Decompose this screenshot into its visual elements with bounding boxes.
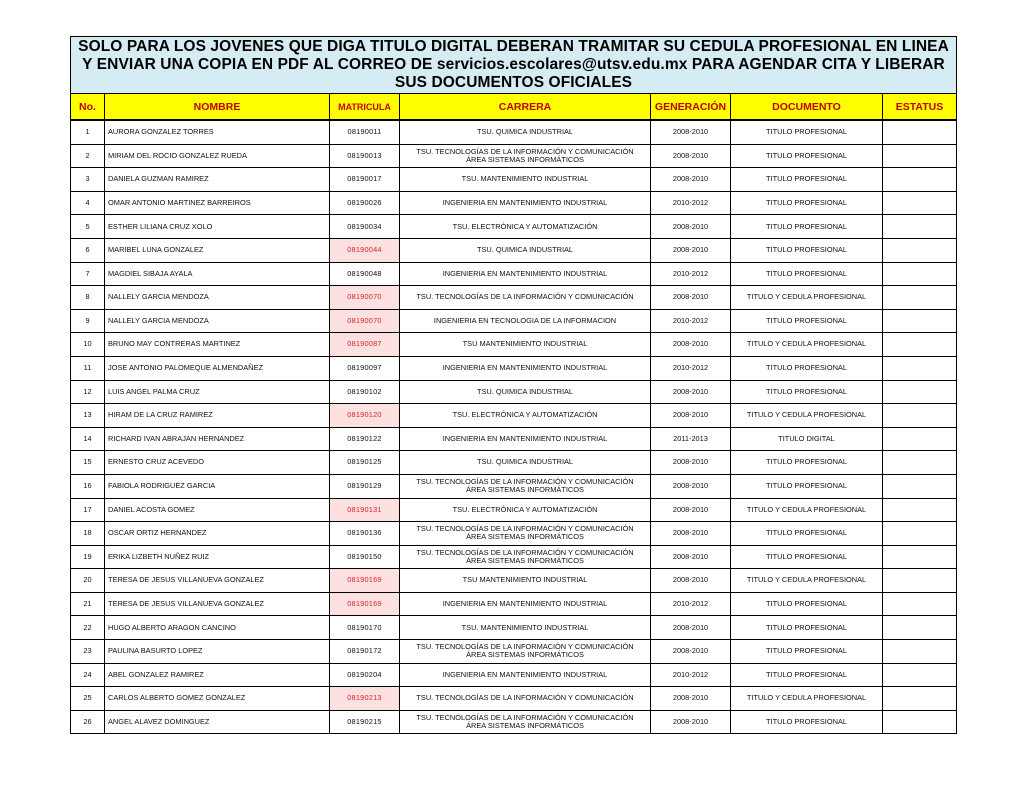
cell-matricula[interactable]: 08190011 [330,120,400,144]
cell-generacion[interactable]: 2008-2010 [651,451,731,475]
cell-matricula[interactable]: 08190013 [330,144,400,168]
cell-carrera[interactable]: INGENIERIA EN TECNOLOGIA DE LA INFORMACION [400,309,651,333]
cell-estatus[interactable] [883,569,957,593]
table-row [71,262,957,286]
header-carrera: CARRERA [400,94,651,121]
cell-generacion[interactable]: 2011-2013 [651,427,731,451]
cell-nombre[interactable]: ERIKA LIZBETH NUÑEZ RUIZ [105,545,330,569]
cell-nombre[interactable]: ANGEL ALAVEZ DOMINGUEZ [105,710,330,734]
cell-generacion[interactable]: 2008-2010 [651,569,731,593]
table-row [71,333,957,357]
cell-documento[interactable]: TITULO PROFESIONAL [731,710,883,734]
cell-generacion[interactable]: 2008-2010 [651,404,731,428]
cell-nombre[interactable]: BRUNO MAY CONTRERAS MARTINEZ [105,333,330,357]
table-row [71,569,957,593]
banner-row [71,37,957,94]
cell-carrera[interactable]: TSU. TECNOLOGÍAS DE LA INFORMACIÓN Y COMUNICACIÓN ÁREA SISTEMAS INFORMÁTICOS [400,545,651,569]
cell-matricula[interactable]: 08190125 [330,451,400,475]
cell-documento[interactable]: TITULO PROFESIONAL [731,144,883,168]
header-matricula: MATRICULA [330,94,400,121]
cell-matricula[interactable]: 08190048 [330,262,400,286]
cell-no[interactable]: 7 [71,262,105,286]
table-row [71,309,957,333]
cell-documento[interactable]: TITULO PROFESIONAL [731,474,883,498]
cell-matricula[interactable]: 08190136 [330,522,400,546]
cell-generacion[interactable]: 2010-2012 [651,191,731,215]
cell-matricula[interactable]: 08190129 [330,474,400,498]
cell-documento[interactable]: TITULO PROFESIONAL [731,262,883,286]
cell-matricula[interactable]: 08190169 [330,569,400,593]
table-row [71,380,957,404]
cell-generacion[interactable]: 2008-2010 [651,168,731,192]
cell-no[interactable]: 19 [71,545,105,569]
cell-carrera[interactable]: TSU. ELECTRÓNICA Y AUTOMATIZACIÓN [400,498,651,522]
cell-no[interactable]: 6 [71,238,105,262]
cell-estatus[interactable] [883,333,957,357]
cell-generacion[interactable]: 2008-2010 [651,640,731,664]
cell-estatus[interactable] [883,120,957,144]
cell-estatus[interactable] [883,616,957,640]
table-row [71,120,957,144]
cell-matricula[interactable]: 08190215 [330,710,400,734]
cell-estatus[interactable] [883,710,957,734]
cell-no[interactable]: 24 [71,663,105,687]
cell-matricula[interactable]: 08190204 [330,663,400,687]
cell-generacion[interactable]: 2008-2010 [651,144,731,168]
cell-no[interactable]: 14 [71,427,105,451]
cell-nombre[interactable]: RICHARD IVAN ABRAJAN HERNANDEZ [105,427,330,451]
cell-documento[interactable]: TITULO PROFESIONAL [731,592,883,616]
table-row [71,474,957,498]
table-row [71,144,957,168]
cell-generacion[interactable]: 2010-2012 [651,309,731,333]
cell-carrera[interactable]: TSU. TECNOLOGÍAS DE LA INFORMACIÓN Y COMUNICACIÓN ÁREA SISTEMAS INFORMÁTICOS [400,522,651,546]
notice-banner: SOLO PARA LOS JOVENES QUE DIGA TITULO DIGITAL DEBERAN TRAMITAR SU CEDULA PROFESIONAL EN LINEA Y ENVIAR UNA COPIA EN PDF AL CORREO DE servicios.escolares@utsv.edu.mx PARA AGENDAR CITA Y LIBERAR SUS DOCUMENTOS OFICIALES [71,37,957,94]
cell-no[interactable]: 18 [71,522,105,546]
cell-no[interactable]: 23 [71,640,105,664]
table-row [71,404,957,428]
cell-nombre[interactable]: MIRIAM DEL ROCIO GONZALEZ RUEDA [105,144,330,168]
cell-carrera[interactable]: TSU. QUIMICA INDUSTRIAL [400,451,651,475]
table-body [71,120,957,734]
cell-carrera[interactable]: TSU. ELECTRÓNICA Y AUTOMATIZACIÓN [400,404,651,428]
cell-no[interactable]: 25 [71,687,105,711]
cell-matricula[interactable]: 08190169 [330,592,400,616]
table-row [71,592,957,616]
table-row [71,215,957,239]
cell-carrera[interactable]: TSU. QUIMICA INDUSTRIAL [400,380,651,404]
cell-estatus[interactable] [883,663,957,687]
cell-no[interactable]: 22 [71,616,105,640]
cell-nombre[interactable]: ERNESTO CRUZ ACEVEDO [105,451,330,475]
cell-carrera[interactable]: INGENIERIA EN MANTENIMIENTO INDUSTRIAL [400,592,651,616]
cell-nombre[interactable]: OSCAR ORTIZ HERNANDEZ [105,522,330,546]
cell-no[interactable]: 9 [71,309,105,333]
cell-generacion[interactable]: 2008-2010 [651,710,731,734]
cell-matricula[interactable]: 08190087 [330,333,400,357]
cell-matricula[interactable]: 08190150 [330,545,400,569]
cell-carrera[interactable]: TSU. TECNOLOGÍAS DE LA INFORMACIÓN Y COMUNICACIÓN [400,286,651,310]
table-row [71,427,957,451]
cell-carrera[interactable]: TSU. MANTENIMIENTO INDUSTRIAL [400,168,651,192]
cell-estatus[interactable] [883,640,957,664]
cell-nombre[interactable]: FABIOLA RODRIGUEZ GARCIA [105,474,330,498]
cell-documento[interactable]: TITULO Y CEDULA PROFESIONAL [731,687,883,711]
cell-matricula[interactable]: 08190070 [330,286,400,310]
cell-generacion[interactable]: 2008-2010 [651,616,731,640]
cell-carrera[interactable]: INGENIERIA EN MANTENIMIENTO INDUSTRIAL [400,663,651,687]
cell-no[interactable]: 15 [71,451,105,475]
cell-estatus[interactable] [883,545,957,569]
cell-estatus[interactable] [883,309,957,333]
cell-carrera[interactable]: TSU. TECNOLOGÍAS DE LA INFORMACIÓN Y COMUNICACIÓN ÁREA SISTEMAS INFORMÁTICOS [400,640,651,664]
cell-nombre[interactable]: MAGDIEL SIBAJA AYALA [105,262,330,286]
cell-generacion[interactable]: 2008-2010 [651,286,731,310]
cell-estatus[interactable] [883,522,957,546]
cell-nombre[interactable]: LUIS ANGEL PALMA CRUZ [105,380,330,404]
cell-documento[interactable]: TITULO PROFESIONAL [731,309,883,333]
table-row [71,191,957,215]
cell-documento[interactable]: TITULO Y CEDULA PROFESIONAL [731,286,883,310]
cell-documento[interactable]: TITULO PROFESIONAL [731,451,883,475]
cell-estatus[interactable] [883,474,957,498]
cell-nombre[interactable]: OMAR ANTONIO MARTINEZ BARREIROS [105,191,330,215]
cell-generacion[interactable]: 2008-2010 [651,120,731,144]
cell-no[interactable]: 26 [71,710,105,734]
cell-nombre[interactable]: ESTHER LILIANA CRUZ XOLO [105,215,330,239]
cell-nombre[interactable]: DANIEL ACOSTA GOMEZ [105,498,330,522]
cell-carrera[interactable]: TSU. QUIMICA INDUSTRIAL [400,238,651,262]
cell-no[interactable]: 1 [71,120,105,144]
cell-nombre[interactable]: PAULINA BASURTO LOPEZ [105,640,330,664]
cell-matricula[interactable]: 08190097 [330,356,400,380]
cell-documento[interactable]: TITULO PROFESIONAL [731,522,883,546]
cell-no[interactable]: 17 [71,498,105,522]
cell-generacion[interactable]: 2010-2012 [651,356,731,380]
cell-nombre[interactable]: ABEL GONZALEZ RAMIREZ [105,663,330,687]
cell-carrera[interactable]: TSU MANTENIMIENTO INDUSTRIAL [400,333,651,357]
cell-documento[interactable]: TITULO Y CEDULA PROFESIONAL [731,569,883,593]
cell-matricula[interactable]: 08190017 [330,168,400,192]
cell-estatus[interactable] [883,592,957,616]
students-table [70,36,957,734]
spreadsheet [70,36,956,734]
table-row [71,286,957,310]
cell-matricula[interactable]: 08190131 [330,498,400,522]
table-row [71,238,957,262]
cell-carrera[interactable]: TSU. MANTENIMIENTO INDUSTRIAL [400,616,651,640]
cell-no[interactable]: 3 [71,168,105,192]
cell-documento[interactable]: TITULO PROFESIONAL [731,168,883,192]
cell-carrera[interactable]: INGENIERIA EN MANTENIMIENTO INDUSTRIAL [400,262,651,286]
cell-carrera[interactable]: INGENIERIA EN MANTENIMIENTO INDUSTRIAL [400,356,651,380]
cell-generacion[interactable]: 2008-2010 [651,238,731,262]
cell-estatus[interactable] [883,215,957,239]
cell-generacion[interactable]: 2010-2012 [651,663,731,687]
cell-estatus[interactable] [883,687,957,711]
cell-nombre[interactable]: JOSE ANTONIO PALOMEQUE ALMENDAÑEZ [105,356,330,380]
cell-documento[interactable]: TITULO PROFESIONAL [731,380,883,404]
cell-estatus[interactable] [883,262,957,286]
header-row [71,94,957,121]
cell-estatus[interactable] [883,427,957,451]
cell-no[interactable]: 5 [71,215,105,239]
cell-generacion[interactable]: 2008-2010 [651,498,731,522]
cell-estatus[interactable] [883,168,957,192]
cell-no[interactable]: 13 [71,404,105,428]
cell-documento[interactable]: TITULO Y CEDULA PROFESIONAL [731,498,883,522]
cell-documento[interactable]: TITULO PROFESIONAL [731,215,883,239]
cell-generacion[interactable]: 2010-2012 [651,262,731,286]
cell-nombre[interactable]: MARIBEL LUNA GONZALEZ [105,238,330,262]
cell-carrera[interactable]: TSU. ELECTRÓNICA Y AUTOMATIZACIÓN [400,215,651,239]
cell-generacion[interactable]: 2008-2010 [651,215,731,239]
cell-no[interactable]: 16 [71,474,105,498]
cell-estatus[interactable] [883,451,957,475]
cell-documento[interactable]: TITULO PROFESIONAL [731,640,883,664]
cell-estatus[interactable] [883,498,957,522]
cell-generacion[interactable]: 2008-2010 [651,545,731,569]
cell-matricula[interactable]: 08190044 [330,238,400,262]
cell-nombre[interactable]: TERESA DE JESUS VILLANUEVA GONZALEZ [105,569,330,593]
cell-carrera[interactable]: INGENIERIA EN MANTENIMIENTO INDUSTRIAL [400,191,651,215]
cell-generacion[interactable]: 2008-2010 [651,380,731,404]
cell-documento[interactable]: TITULO PROFESIONAL [731,616,883,640]
table-row [71,356,957,380]
cell-documento[interactable]: TITULO PROFESIONAL [731,191,883,215]
cell-matricula[interactable]: 08190170 [330,616,400,640]
cell-matricula[interactable]: 08190102 [330,380,400,404]
cell-nombre[interactable]: HIRAM DE LA CRUZ RAMIREZ [105,404,330,428]
cell-nombre[interactable]: CARLOS ALBERTO GOMEZ GONZALEZ [105,687,330,711]
cell-no[interactable]: 10 [71,333,105,357]
cell-generacion[interactable]: 2008-2010 [651,333,731,357]
table-row [71,710,957,734]
cell-no[interactable]: 12 [71,380,105,404]
cell-matricula[interactable]: 08190070 [330,309,400,333]
cell-estatus[interactable] [883,238,957,262]
cell-matricula[interactable]: 08190026 [330,191,400,215]
cell-documento[interactable]: TITULO Y CEDULA PROFESIONAL [731,404,883,428]
cell-nombre[interactable]: NALLELY GARCIA MENDOZA [105,309,330,333]
cell-documento[interactable]: TITULO PROFESIONAL [731,120,883,144]
cell-no[interactable]: 2 [71,144,105,168]
cell-generacion[interactable]: 2010-2012 [651,592,731,616]
table-row [71,687,957,711]
cell-estatus[interactable] [883,404,957,428]
cell-no[interactable]: 20 [71,569,105,593]
cell-carrera[interactable]: TSU. TECNOLOGÍAS DE LA INFORMACIÓN Y COMUNICACIÓN [400,687,651,711]
cell-nombre[interactable]: AURORA GONZALEZ TORRES [105,120,330,144]
cell-documento[interactable]: TITULO Y CEDULA PROFESIONAL [731,333,883,357]
cell-generacion[interactable]: 2008-2010 [651,474,731,498]
header-no: No. [71,94,105,121]
cell-no[interactable]: 8 [71,286,105,310]
table-row [71,663,957,687]
cell-generacion[interactable]: 2008-2010 [651,522,731,546]
cell-no[interactable]: 21 [71,592,105,616]
table-row [71,616,957,640]
cell-carrera[interactable]: TSU. TECNOLOGÍAS DE LA INFORMACIÓN Y COMUNICACIÓN ÁREA SISTEMAS INFORMÁTICOS [400,710,651,734]
cell-nombre[interactable]: HUGO ALBERTO ARAGON CANCINO [105,616,330,640]
header-estatus: ESTATUS [883,94,957,121]
table-row [71,498,957,522]
cell-no[interactable]: 11 [71,356,105,380]
cell-estatus[interactable] [883,286,957,310]
cell-estatus[interactable] [883,380,957,404]
cell-carrera[interactable]: TSU. TECNOLOGÍAS DE LA INFORMACIÓN Y COMUNICACIÓN ÁREA SISTEMAS INFORMÁTICOS [400,144,651,168]
cell-nombre[interactable]: NALLELY GARCIA MENDOZA [105,286,330,310]
cell-nombre[interactable]: TERESA DE JESUS VILLANUEVA GONZALEZ [105,592,330,616]
cell-documento[interactable]: TITULO PROFESIONAL [731,356,883,380]
cell-documento[interactable]: TITULO DIGITAL [731,427,883,451]
cell-matricula[interactable]: 08190122 [330,427,400,451]
header-documento: DOCUMENTO [731,94,883,121]
cell-estatus[interactable] [883,191,957,215]
cell-generacion[interactable]: 2008-2010 [651,687,731,711]
cell-matricula[interactable]: 08190213 [330,687,400,711]
header-nombre: NOMBRE [105,94,330,121]
cell-nombre[interactable]: DANIELA GUZMAN RAMIREZ [105,168,330,192]
cell-matricula[interactable]: 08190034 [330,215,400,239]
cell-carrera[interactable]: INGENIERIA EN MANTENIMIENTO INDUSTRIAL [400,427,651,451]
table-row [71,545,957,569]
cell-documento[interactable]: TITULO PROFESIONAL [731,545,883,569]
table-row [71,451,957,475]
header-generacion: GENERACIÓN [651,94,731,121]
table-row [71,640,957,664]
cell-carrera[interactable]: TSU MANTENIMIENTO INDUSTRIAL [400,569,651,593]
cell-carrera[interactable]: TSU. TECNOLOGÍAS DE LA INFORMACIÓN Y COMUNICACIÓN ÁREA SISTEMAS INFORMÁTICOS [400,474,651,498]
cell-matricula[interactable]: 08190172 [330,640,400,664]
table-row [71,522,957,546]
cell-estatus[interactable] [883,356,957,380]
cell-documento[interactable]: TITULO PROFESIONAL [731,663,883,687]
cell-documento[interactable]: TITULO PROFESIONAL [731,238,883,262]
cell-no[interactable]: 4 [71,191,105,215]
table-row [71,168,957,192]
cell-estatus[interactable] [883,144,957,168]
cell-carrera[interactable]: TSU. QUIMICA INDUSTRIAL [400,120,651,144]
cell-matricula[interactable]: 08190120 [330,404,400,428]
